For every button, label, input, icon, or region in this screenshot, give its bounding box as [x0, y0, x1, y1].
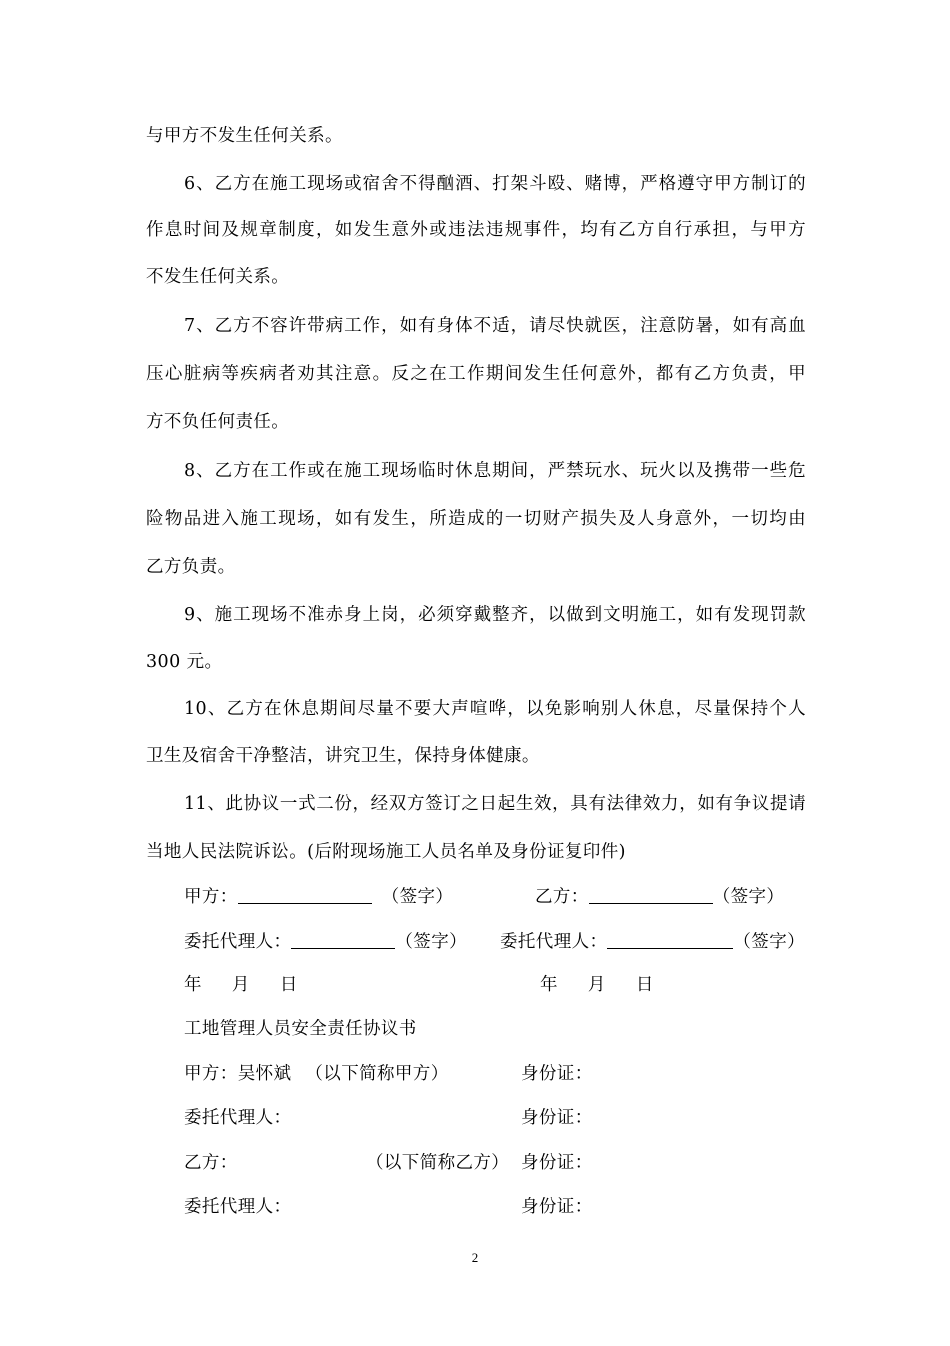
paragraph-line: 险物品进入施工现场，如有发生，所造成的一切财产损失及人身意外，一切均由 [146, 509, 806, 529]
agent-b-signature-row [500, 930, 805, 954]
agent-label: 委托代理人： [500, 932, 608, 952]
paragraph-line: 当地人民法院诉讼。(后附现场施工人员名单及身份证复印件) [146, 842, 626, 862]
paragraph-line: 7、乙方不容许带病工作，如有身体不适，请尽快就医，注意防暑，如有高血 [184, 316, 806, 336]
agent-b-signature-blank[interactable] [607, 930, 733, 949]
party-b-label: 乙方： [535, 887, 589, 907]
paragraph-line: 10、乙方在休息期间尽量不要大声喧哗，以免影响别人休息，尽量保持个人 [184, 699, 806, 719]
paragraph-line: 压心脏病等疾病者劝其注意。反之在工作期间发生任何意外，都有乙方负责，甲 [146, 364, 806, 384]
date-row-b [540, 973, 654, 997]
sign-note: （签字） [395, 932, 468, 952]
paragraph-line: 300 元。 [146, 652, 223, 672]
party-a-row [184, 1062, 449, 1086]
agent-a-signature-row [184, 930, 467, 954]
paragraph-line: 作息时间及规章制度，如发生意外或违法违规事件，均有乙方自行承担，与甲方 [146, 220, 806, 240]
paragraph-line: 卫生及宿舍干净整洁，讲究卫生，保持身体健康。 [146, 746, 540, 766]
day-label: 日 [635, 975, 654, 995]
paragraph-line: 与甲方不发生任何关系。 [146, 126, 343, 146]
sign-note: （签字） [712, 887, 785, 907]
page-number: 2 [471, 1250, 479, 1265]
day-label: 日 [279, 975, 298, 995]
paragraph-line: 方不负任何责任。 [146, 412, 290, 432]
month-label: 月 [587, 975, 606, 995]
year-label: 年 [540, 975, 558, 995]
sign-note: （签字） [381, 887, 454, 907]
paragraph-line: 6、乙方在施工现场或宿舍不得酗酒、打架斗殴、赌博，严格遵守甲方制订的 [184, 174, 806, 194]
month-label: 月 [231, 975, 250, 995]
party-a-name: 甲方：吴怀斌 [184, 1064, 292, 1084]
document-title: 工地管理人员安全责任协议书 [184, 1019, 417, 1039]
party-a-signature-row [184, 885, 453, 909]
paragraph-line: 8、乙方在工作或在施工现场临时休息期间，严禁玩水、玩火以及携带一些危 [184, 461, 806, 481]
party-b-label: 乙方： [184, 1153, 238, 1173]
year-label: 年 [184, 975, 202, 995]
id-label: 身份证： [521, 1197, 593, 1217]
agent-label: 委托代理人： [184, 932, 292, 952]
id-label: 身份证： [521, 1153, 593, 1173]
agent-row-b: 委托代理人： [184, 1197, 292, 1217]
paragraph-line: 9、施工现场不准赤身上岗，必须穿戴整齐，以做到文明施工，如有发现罚款 [184, 605, 806, 625]
party-a-signature-blank[interactable] [238, 885, 372, 904]
party-a-note: （以下简称甲方） [305, 1064, 449, 1084]
date-row-a [184, 973, 298, 997]
id-label: 身份证： [521, 1064, 593, 1084]
party-b-signature-row [535, 885, 784, 909]
paragraph-line: 乙方负责。 [146, 557, 236, 577]
party-b-note: （以下简称乙方） [366, 1153, 510, 1173]
party-b-signature-blank[interactable] [589, 885, 713, 904]
paragraph-line: 不发生任何关系。 [146, 267, 290, 287]
paragraph-line: 11、此协议一式二份，经双方签订之日起生效，具有法律效力，如有争议提请 [184, 794, 806, 814]
party-a-label: 甲方： [184, 887, 238, 907]
sign-note: （签字） [733, 932, 806, 952]
id-label: 身份证： [521, 1108, 593, 1128]
agent-row-a: 委托代理人： [184, 1108, 292, 1128]
agent-a-signature-blank[interactable] [291, 930, 395, 949]
